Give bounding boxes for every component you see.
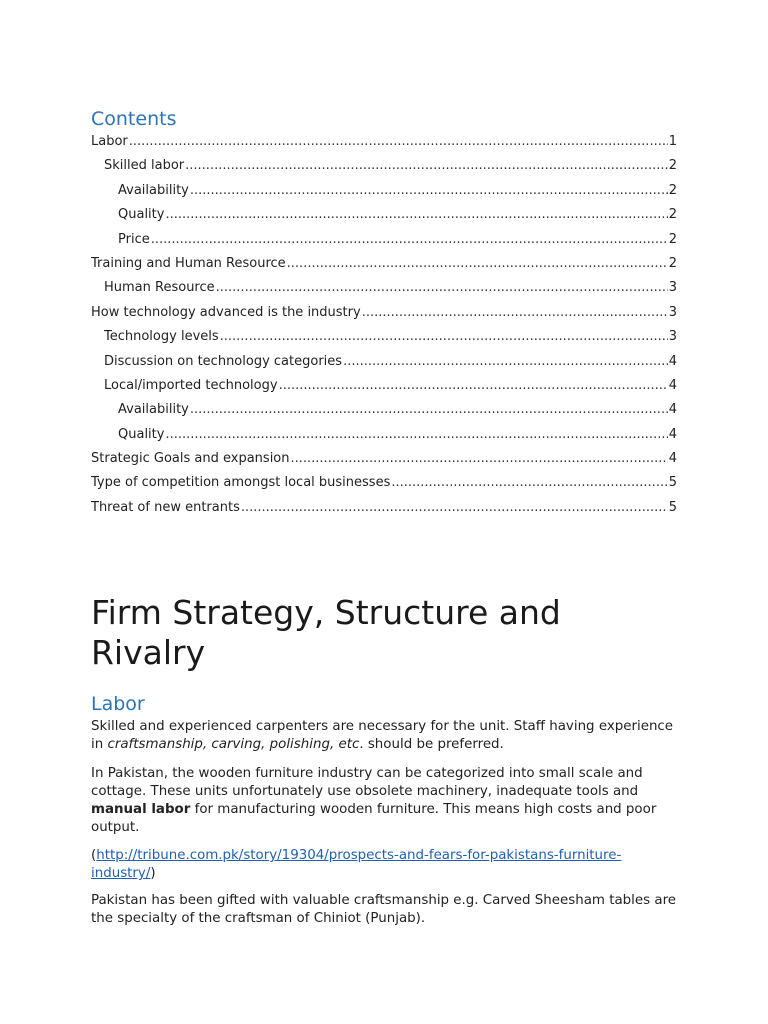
toc-leader-dots <box>190 400 668 420</box>
toc-leader-dots <box>291 449 668 469</box>
toc-entry[interactable] <box>91 352 677 376</box>
toc-entry-label: Price <box>118 231 150 247</box>
paragraph-pakistan-industry <box>91 765 677 837</box>
toc-entry-page-number: 3 <box>668 304 677 320</box>
paragraph-source-link <box>91 847 677 883</box>
toc-entry-page-number: 2 <box>668 182 677 198</box>
toc-leader-dots <box>241 498 668 518</box>
toc-entry[interactable] <box>91 400 677 424</box>
paragraph-skilled-carpenters <box>91 718 677 754</box>
toc-entry-label: Human Resource <box>104 280 215 296</box>
toc-entry-page-number: 3 <box>668 329 677 345</box>
toc-entry-page-number: 2 <box>668 207 677 223</box>
paragraph-text: Skilled and experienced carpenters are necessary for the unit. Staff having experience in <box>91 719 674 752</box>
toc-entry-page-number: 5 <box>668 475 677 491</box>
paren-open: ( <box>91 848 97 863</box>
tribune-source-link[interactable]: http://tribune.com.pk/story/19304/prospects-and-fears-for-pakistans-furniture-industry/ <box>91 848 622 881</box>
toc-entry-label: Strategic Goals and expansion <box>91 451 290 467</box>
paragraph-craftsmanship: Pakistan has been gifted with valuable craftsmanship e.g. Carved Sheesham tables are the specialty of the craftsman of Chiniot (Punjab). <box>91 893 677 926</box>
toc-entry[interactable] <box>91 376 677 400</box>
toc-leader-dots <box>279 376 668 396</box>
toc-entry-label: Skilled labor <box>104 158 185 174</box>
toc-entry[interactable] <box>91 473 677 497</box>
toc-entry-page-number: 2 <box>668 255 677 271</box>
toc-entry-page-number: 4 <box>668 426 677 442</box>
toc-entry-page-number: 4 <box>668 402 677 418</box>
paragraph-text: . should be preferred. <box>359 737 504 752</box>
toc-leader-dots <box>151 230 668 250</box>
toc-leader-dots <box>165 425 667 445</box>
paragraph-italic-text: craftsmanship, carving, polishing, etc <box>107 737 360 752</box>
toc-entry-label: How technology advanced is the industry <box>91 304 361 320</box>
toc-entry[interactable] <box>91 132 677 156</box>
toc-entry-label: Threat of new entrants <box>91 499 240 515</box>
toc-entry-page-number: 4 <box>668 451 677 467</box>
toc-leader-dots <box>129 132 668 152</box>
toc-leader-dots <box>391 473 667 493</box>
toc-entry[interactable] <box>91 205 677 229</box>
toc-heading: Contents <box>91 108 177 130</box>
toc-entry-page-number: 2 <box>668 158 677 174</box>
toc-entry-page-number: 4 <box>668 377 677 393</box>
table-of-contents <box>91 132 677 522</box>
toc-leader-dots <box>220 327 668 347</box>
toc-entry[interactable] <box>91 278 677 302</box>
toc-leader-dots <box>165 205 667 225</box>
paren-close: ) <box>150 866 156 881</box>
toc-entry-label: Quality <box>118 207 165 223</box>
toc-entry[interactable] <box>91 327 677 351</box>
toc-leader-dots <box>362 303 668 323</box>
paragraph-bold-text: manual labor <box>91 802 191 817</box>
toc-entry-label: Type of competition amongst local businesses <box>91 475 391 491</box>
toc-leader-dots <box>287 254 668 274</box>
paragraph-text: for manufacturing wooden furniture. This means high costs and poor output. <box>91 802 657 835</box>
toc-entry-label: Local/imported technology <box>104 377 278 393</box>
toc-entry-label: Availability <box>118 182 189 198</box>
toc-leader-dots <box>343 352 668 372</box>
toc-entry-page-number: 2 <box>668 231 677 247</box>
toc-leader-dots <box>185 156 668 176</box>
toc-entry-label: Labor <box>91 134 128 149</box>
toc-entry-label: Availability <box>118 402 189 418</box>
toc-entry-page-number: 3 <box>668 280 677 296</box>
toc-entry[interactable] <box>91 449 677 473</box>
toc-entry-page-number: 1 <box>668 134 677 149</box>
toc-entry[interactable] <box>91 181 677 205</box>
paragraph-text: In Pakistan, the wooden furniture industry can be categorized into small scale and cottage. These units unfortunately use obsolete machinery, inadequate tools and <box>91 766 643 799</box>
toc-entry-page-number: 5 <box>668 499 677 515</box>
toc-entry[interactable] <box>91 425 677 449</box>
toc-entry-page-number: 4 <box>668 353 677 369</box>
toc-entry-label: Technology levels <box>104 329 219 345</box>
toc-entry[interactable] <box>91 254 677 278</box>
toc-entry-label: Discussion on technology categories <box>104 353 343 369</box>
toc-entry-label: Training and Human Resource <box>91 255 286 271</box>
toc-entry-label: Quality <box>118 426 165 442</box>
toc-entry[interactable] <box>91 156 677 180</box>
section-heading-labor: Labor <box>91 693 145 715</box>
toc-leader-dots <box>216 278 668 298</box>
toc-entry[interactable] <box>91 303 677 327</box>
toc-entry[interactable] <box>91 230 677 254</box>
document-title: Firm Strategy, Structure and Rivalry <box>91 593 561 672</box>
toc-entry[interactable] <box>91 498 677 522</box>
toc-leader-dots <box>190 181 668 201</box>
